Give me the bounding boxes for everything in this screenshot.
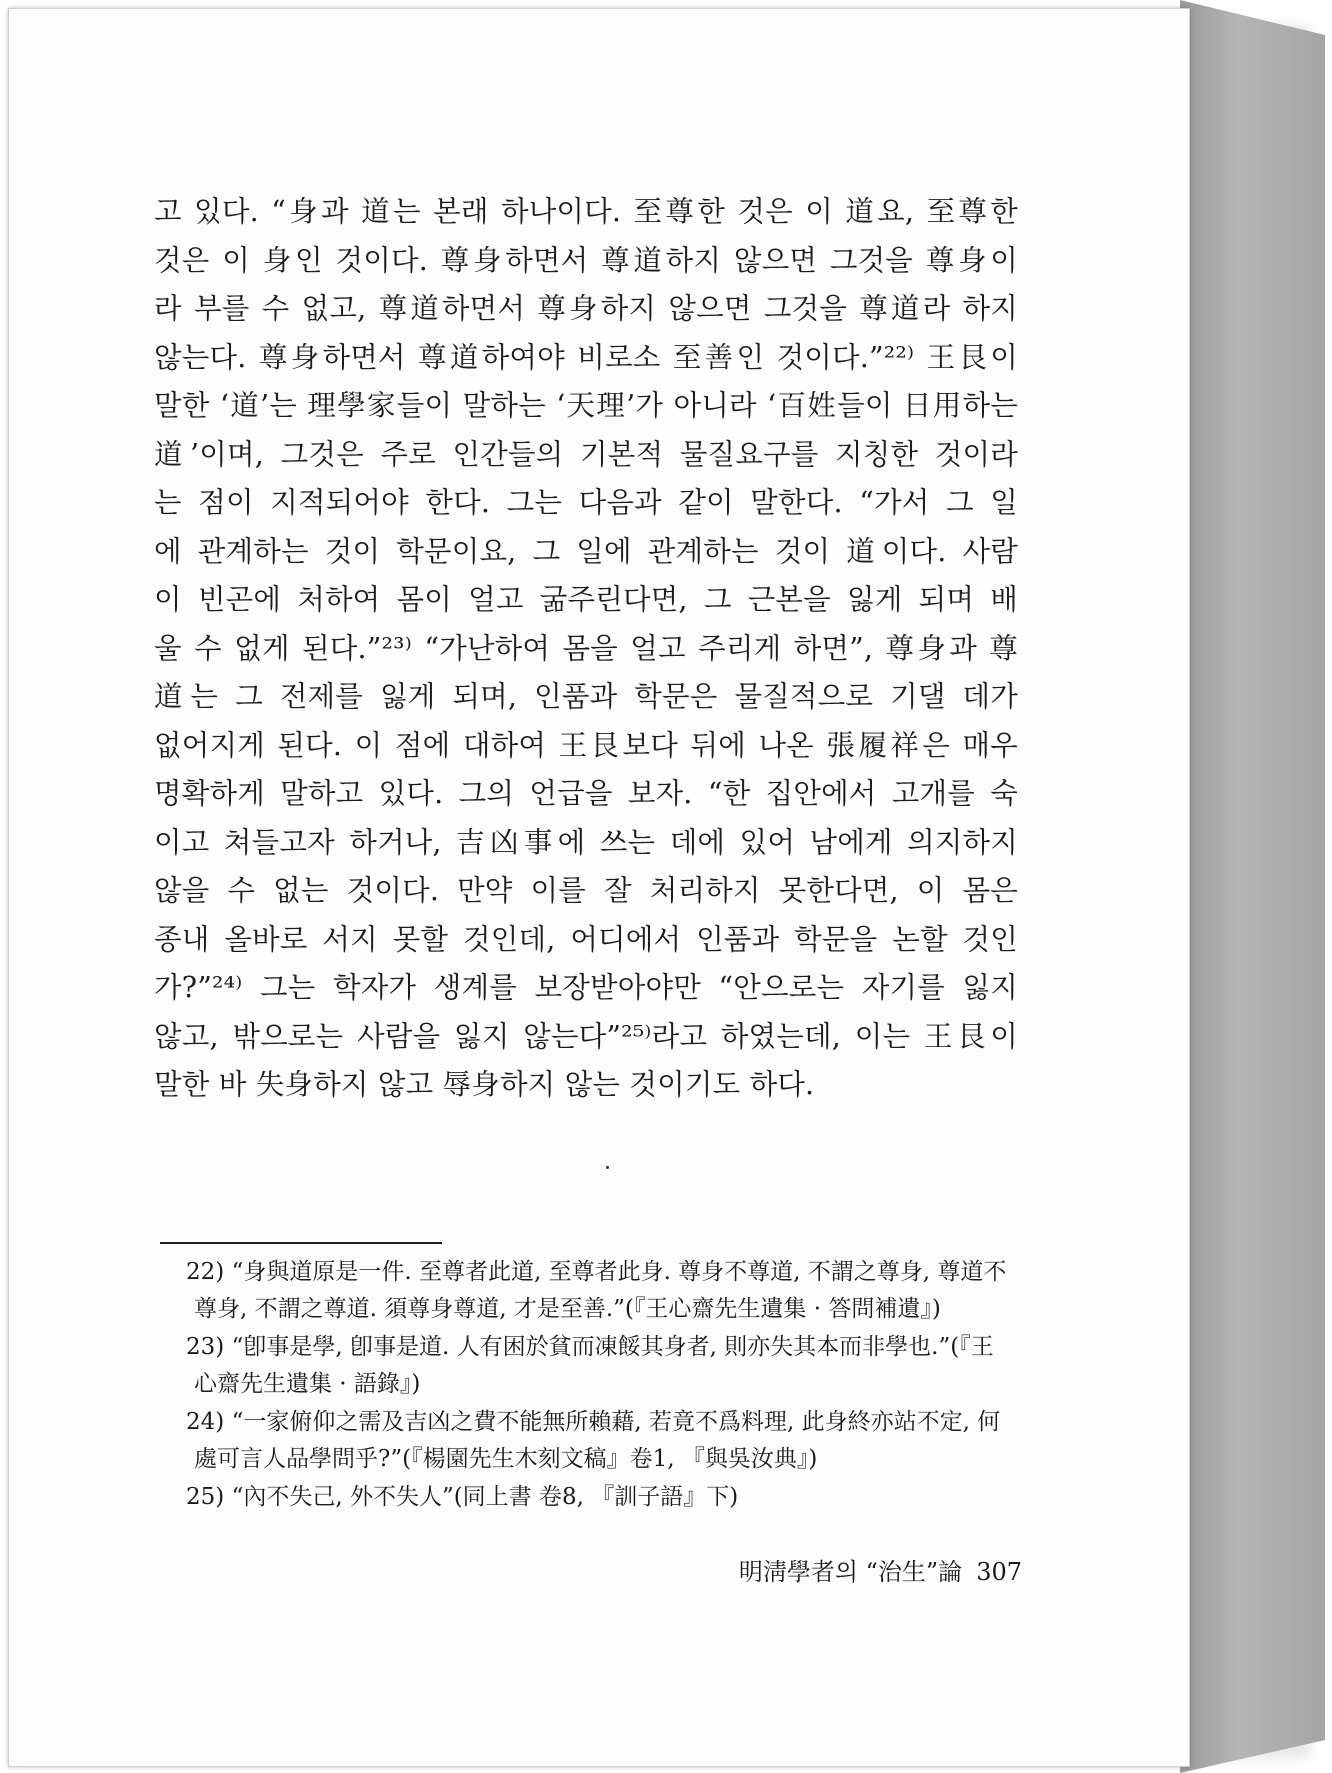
footnote-text: “身與道原是一件. 至尊者此道, 至尊者此身. 尊身不尊道, 不謂之尊身, 尊道不 <box>231 1259 1007 1285</box>
footnote-separator <box>160 1242 442 1244</box>
body-line: 라 부를 수 없고, 尊道하면서 尊身하지 않으면 그것을 尊道라 하지 <box>154 292 1018 325</box>
footnote-number: 25) <box>186 1484 225 1510</box>
body-line: 않을 수 없는 것이다. 만약 이를 잘 처리하지 못한다면, 이 몸은 <box>154 874 1018 907</box>
body-line: 가?”²⁴⁾ 그는 학자가 생계를 보장받아야만 “안으로는 자기를 잃지 <box>154 971 1018 1004</box>
running-head-title: 明淸學者의 “治生”論 <box>738 1558 963 1586</box>
footnote-text: “卽事是學, 卽事是道. 人有困於貧而凍餒其身者, 則亦失其本而非學也.”(『王 <box>231 1334 994 1360</box>
footnote-25 <box>186 1479 1016 1516</box>
body-line: 道’이며, 그것은 주로 인간들의 기본적 물질요구를 지칭한 것이라 <box>154 437 1018 471</box>
footnote-22 <box>186 1254 1016 1328</box>
body-line: 않고, 밖으로는 사람을 잃지 않는다”²⁵⁾라고 하였는데, 이는 王艮이 <box>154 1019 1018 1053</box>
body-line: 것은 이 身인 것이다. 尊身하면서 尊道하지 않으면 그것을 尊身이 <box>154 243 1018 277</box>
body-line: 울 수 없게 된다.”²³⁾ “가난하여 몸을 얼고 주리게 하면”, 尊身과 尊 <box>154 631 1018 665</box>
footnote-text: 尊身, 不謂之尊道. 須尊身尊道, 才是至善.”(『王心齋先生遺集 · 答問補遺』) <box>194 1296 941 1322</box>
footnote-text: 心齋先生遺集 · 語錄』) <box>194 1371 421 1397</box>
footnote-24 <box>186 1404 1016 1478</box>
book-spine-edge <box>1180 0 1325 1773</box>
body-text <box>154 188 1018 1110</box>
running-head <box>722 1552 1022 1587</box>
footnotes <box>186 1254 1016 1517</box>
body-line: 이고 쳐들고자 하거나, 吉凶事에 쓰는 데에 있어 남에게 의지하지 <box>154 825 1018 859</box>
body-line: 말한 ‘道’는 理學家들이 말하는 ‘天理’가 아니라 ‘百姓들이 日用하는 <box>154 389 1018 422</box>
footnote-number: 23) <box>186 1334 225 1360</box>
footnote-number: 22) <box>186 1259 225 1285</box>
footnote-text: 處可言人品學問乎?”(『楊園先生木刻文稿』卷1, 『與吳汝典』) <box>194 1446 818 1472</box>
body-line: 않는다. 尊身하면서 尊道하여야 비로소 至善인 것이다.”²²⁾ 王艮이 <box>154 340 1018 374</box>
body-line: 에 관계하는 것이 학문이요, 그 일에 관계하는 것이 道이다. 사람 <box>154 534 1018 568</box>
body-line: 종내 올바로 서지 못할 것인데, 어디에서 인품과 학문을 논할 것인 <box>154 922 1018 956</box>
footnote-text: “一家俯仰之需及吉凶之費不能無所賴藉, 若竟不爲料理, 此身終亦站不定, 何 <box>231 1409 1001 1435</box>
body-line: 고 있다. “身과 道는 본래 하나이다. 至尊한 것은 이 道요, 至尊한 <box>154 195 1018 228</box>
body-line: 없어지게 된다. 이 점에 대하여 王艮보다 뒤에 나온 張履祥은 매우 <box>154 728 1018 762</box>
body-line: 말한 바 失身하지 않고 辱身하지 않는 것이기도 하다. <box>154 1068 815 1101</box>
print-speck <box>606 1166 609 1169</box>
footnote-number: 24) <box>186 1409 225 1435</box>
body-line: 道는 그 전제를 잃게 되며, 인품과 학문은 물질적으로 기댈 데가 <box>154 680 1018 713</box>
footnote-text: “內不失己, 外不失人”(同上書 卷8, 『訓子語』下) <box>231 1484 739 1510</box>
body-line: 는 점이 지적되어야 한다. 그는 다음과 같이 말한다. “가서 그 일 <box>154 486 1018 519</box>
body-line: 이 빈곤에 처하여 몸이 얼고 굶주린다면, 그 근본을 잃게 되며 배 <box>154 583 1018 616</box>
body-line: 명확하게 말하고 있다. 그의 언급을 보자. “한 집안에서 고개를 숙 <box>154 777 1018 810</box>
page-number: 307 <box>976 1558 1022 1586</box>
footnote-23 <box>186 1329 1016 1403</box>
